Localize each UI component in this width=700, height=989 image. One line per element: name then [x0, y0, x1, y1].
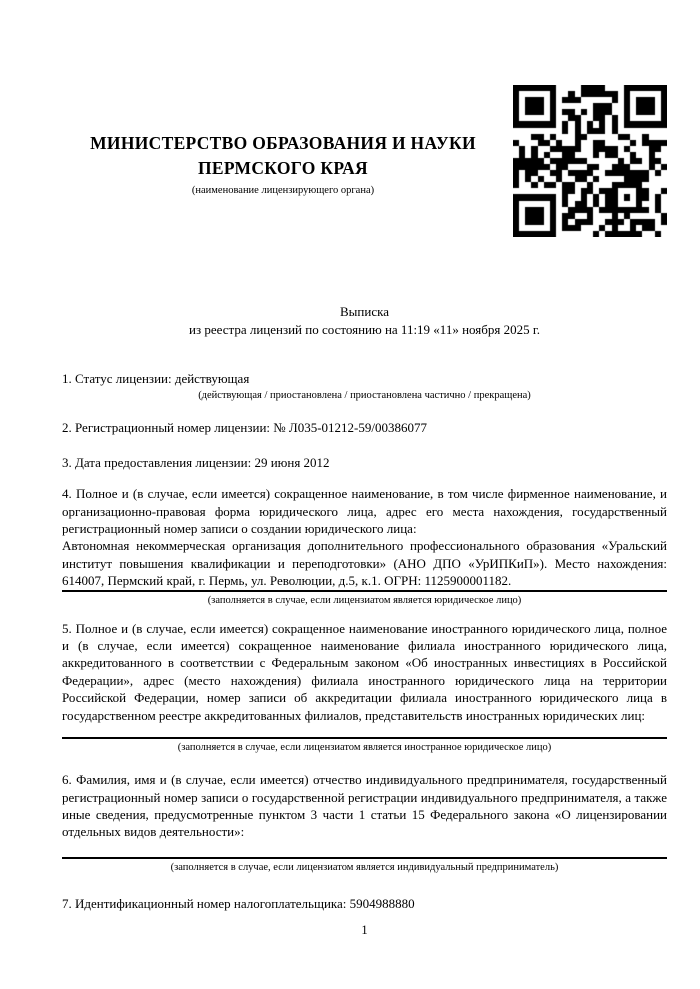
ministry-name-line1: МИНИСТЕРСТВО ОБРАЗОВАНИЯ И НАУКИ — [90, 133, 476, 153]
document-title — [62, 303, 667, 339]
licensing-authority-caption: (наименование лицензирующего органа) — [191, 185, 375, 196]
document-title-line2: из реестра лицензий по состоянию на 11:19 «11» ноября 2025 г. — [189, 322, 540, 337]
item-4-value: Автономная некоммерческая организация дополнительного профессионального образования «Уральский институт повышения квалификации и переподготовки» (АНО ДПО «УрИПКиП»). Место нахождения: 614007, Пермский край, г. Пермь, ул. Революции, д.5, к.1. ОГРН: 1125900001182. — [62, 538, 667, 589]
ministry-name-line2: ПЕРМСКОГО КРАЯ — [198, 158, 368, 178]
item-5-foreign-entity — [62, 620, 667, 754]
document-title-line1: Выписка — [340, 304, 389, 319]
item-5-statement: 5. Полное и (в случае, если имеется) сокращенное наименование иностранного юридического лица, полное и (в случае, если имеется) сокращенное наименование филиала иностранного юридического лица, аккредитованного в соответствии с Федеральным законом «Об иностранных инвестициях в Российской Федерации», адрес (место нахождения) филиала иностранного юридического лица на территории Российской Федерации, номер записи об аккредитации филиала иностранного юридического лица в государственном реестре аккредитованных филиалов, представительств иностранных юридических лиц: — [62, 620, 667, 723]
item-2-registration-number — [62, 419, 667, 436]
page-number: 1 — [361, 923, 368, 938]
qr-code-icon — [513, 85, 667, 237]
item-4-fill-line — [62, 590, 667, 592]
item-5-caption: (заполняется в случае, если лицензиатом является иностранное юридическое лицо) — [177, 742, 552, 754]
item-7-taxpayer-number — [62, 895, 667, 912]
item-7-text: 7. Идентификационный номер налогоплательщика: 5904988880 — [62, 895, 415, 911]
item-1-license-status — [62, 370, 667, 402]
item-1-text: 1. Статус лицензии: действующая — [62, 371, 250, 386]
item-4-caption: (заполняется в случае, если лицензиатом является юридическое лицо) — [207, 594, 522, 606]
item-4-statement: 4. Полное и (в случае, если имеется) сокращенное наименование, в том числе фирменное наименование, и организационно-правовая форма юридического лица, адрес его места нахождения, государственный регистрационный номер записи о создании юридического лица: — [62, 486, 667, 537]
licensing-authority-header — [62, 131, 504, 198]
item-4-legal-entity — [62, 485, 667, 606]
qr-code-canvas — [513, 85, 667, 237]
item-5-fill-line — [62, 737, 667, 739]
item-6-caption: (заполняется в случае, если лицензиатом является индивидуальный предприниматель) — [170, 861, 559, 873]
letterhead — [62, 0, 667, 237]
item-1-caption: (действующая / приостановлена / приостановлена частично / прекращена) — [198, 390, 531, 402]
item-3-text: 3. Дата предоставления лицензии: 29 июня 2012 — [62, 454, 330, 470]
item-6-statement: 6. Фамилия, имя и (в случае, если имеется) отчество индивидуального предпринимателя, государственный регистрационный номер записи о государственной регистрации индивидуального предпринимателя, а также иные сведения, предусмотренные пунктом 3 части 1 статьи 15 Федерального закона «О лицензировании отдельных видов деятельности»: — [62, 772, 667, 840]
item-3-grant-date — [62, 454, 667, 471]
item-6-individual-entrepreneur — [62, 771, 667, 874]
item-6-fill-line — [62, 857, 667, 859]
item-2-text: 2. Регистрационный номер лицензии: № Л035-01212-59/00386077 — [62, 420, 428, 436]
